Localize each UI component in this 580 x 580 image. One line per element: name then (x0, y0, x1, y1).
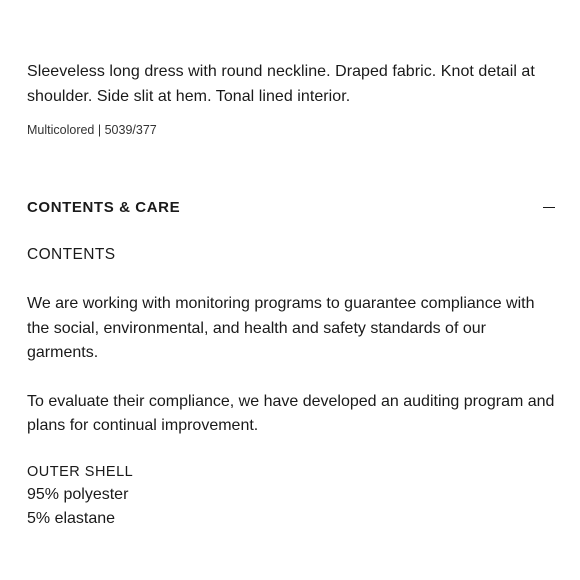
contents-care-title: CONTENTS & CARE (27, 198, 181, 216)
auditing-paragraph: To evaluate their compliance, we have developed an auditing program and plans for continual improvement. (27, 392, 555, 434)
contents-heading: CONTENTS (27, 246, 116, 263)
composition-item: 95% polyester (27, 485, 129, 503)
contents-care-panel (27, 244, 559, 532)
product-color-reference: Multicolored | 5039/377 (27, 123, 157, 137)
outer-shell-label: OUTER SHELL (27, 463, 134, 480)
compliance-paragraph: We are working with monitoring programs to guarantee compliance with the social, environmental, and health and safety standards of our garments. (27, 295, 535, 361)
product-description: Sleeveless long dress with round neckline. Draped fabric. Knot detail at shoulder. Side slit at hem. Tonal lined interior. (27, 63, 535, 105)
product-details (27, 60, 559, 527)
contents-care-header[interactable] (27, 195, 559, 219)
minus-icon[interactable] (542, 200, 556, 214)
composition-item: 5% elastane (27, 510, 116, 527)
